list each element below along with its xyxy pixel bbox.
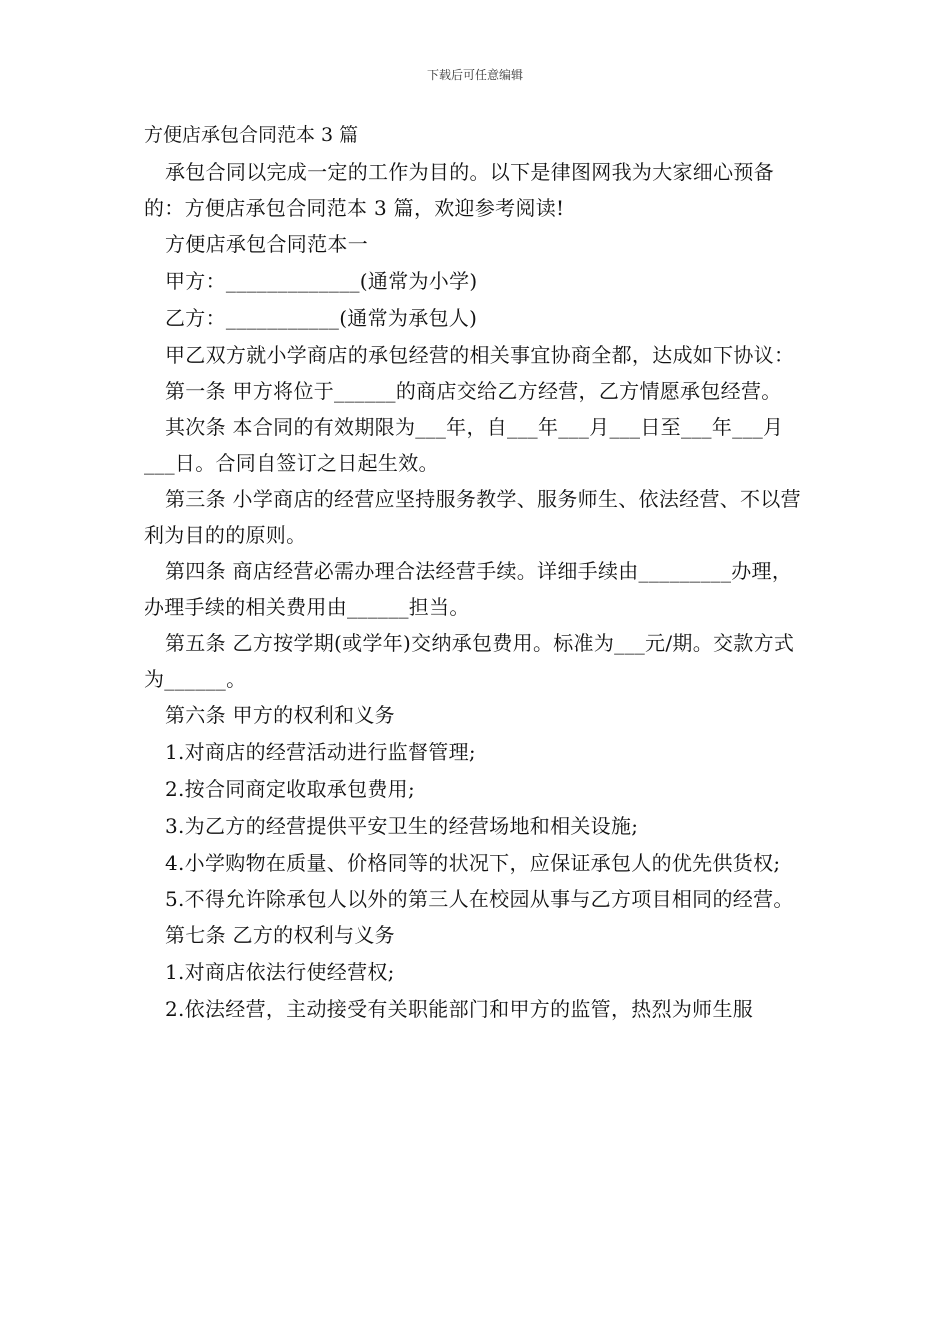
paragraph-article-6-item-5: 5.不得允许除承包人以外的第三人在校园从事与乙方项目相同的经营。: [165, 887, 794, 911]
paragraph-intro: 承包合同以完成一定的工作为目的。以下是律图网我为大家细心预备的：方便店承包合同范本 3 篇，欢迎参考阅读!: [144, 160, 774, 220]
document-body: [144, 118, 809, 1028]
paragraph-article-7-item-2: 2.依法经营，主动接受有关职能部门和甲方的监管，热烈为师生服: [165, 997, 754, 1021]
paragraph-article-6-item-2: 2.按合同商定收取承包费用;: [165, 777, 416, 801]
paragraph-article-3: 第三条 小学商店的经营应坚持服务教学、服务师生、依法经营、不以营利为目的的原则。: [144, 487, 801, 547]
header-text: 下载后可任意编辑: [426, 68, 523, 82]
paragraph-article-6-item-1: 1.对商店的经营活动进行监督管理;: [165, 740, 476, 764]
paragraph-agreement: 甲乙双方就小学商店的承包经营的相关事宜协商全都，达成如下协议：: [165, 343, 795, 367]
page-header: [0, 66, 950, 83]
document-title: 方便店承包合同范本 3 篇: [144, 124, 359, 146]
paragraph-article-4: 第四条 商店经营必需办理合法经营手续。详细手续由_________办理，办理手续的相关费用由______担当。: [144, 559, 793, 619]
paragraph-article-1: 第一条 甲方将位于______的商店交给乙方经营，乙方情愿承包经营。: [165, 379, 782, 403]
paragraph-article-6-heading: 第六条 甲方的权利和义务: [165, 703, 395, 727]
paragraph-party-a: 甲方：_____________(通常为小学): [165, 269, 478, 293]
paragraph-article-6-item-4: 4.小学购物在质量、价格同等的状况下，应保证承包人的优先供货权;: [165, 851, 781, 875]
paragraph-article-7-heading: 第七条 乙方的权利与义务: [165, 923, 395, 947]
paragraph-article-5: 第五条 乙方按学期(或学年)交纳承包费用。标准为___元/期。交款方式为______。: [144, 631, 795, 691]
paragraph-article-2: 其次条 本合同的有效期限为___年，自___年___月___日至___年___月___日。合同自签订之日起生效。: [144, 415, 784, 475]
paragraph-article-6-item-3: 3.为乙方的经营提供平安卫生的经营场地和相关设施;: [165, 814, 639, 838]
paragraph-section-heading: 方便店承包合同范本一: [165, 232, 368, 256]
paragraph-party-b: 乙方：___________(通常为承包人): [165, 306, 478, 330]
paragraph-article-7-item-1: 1.对商店依法行使经营权;: [165, 960, 395, 984]
